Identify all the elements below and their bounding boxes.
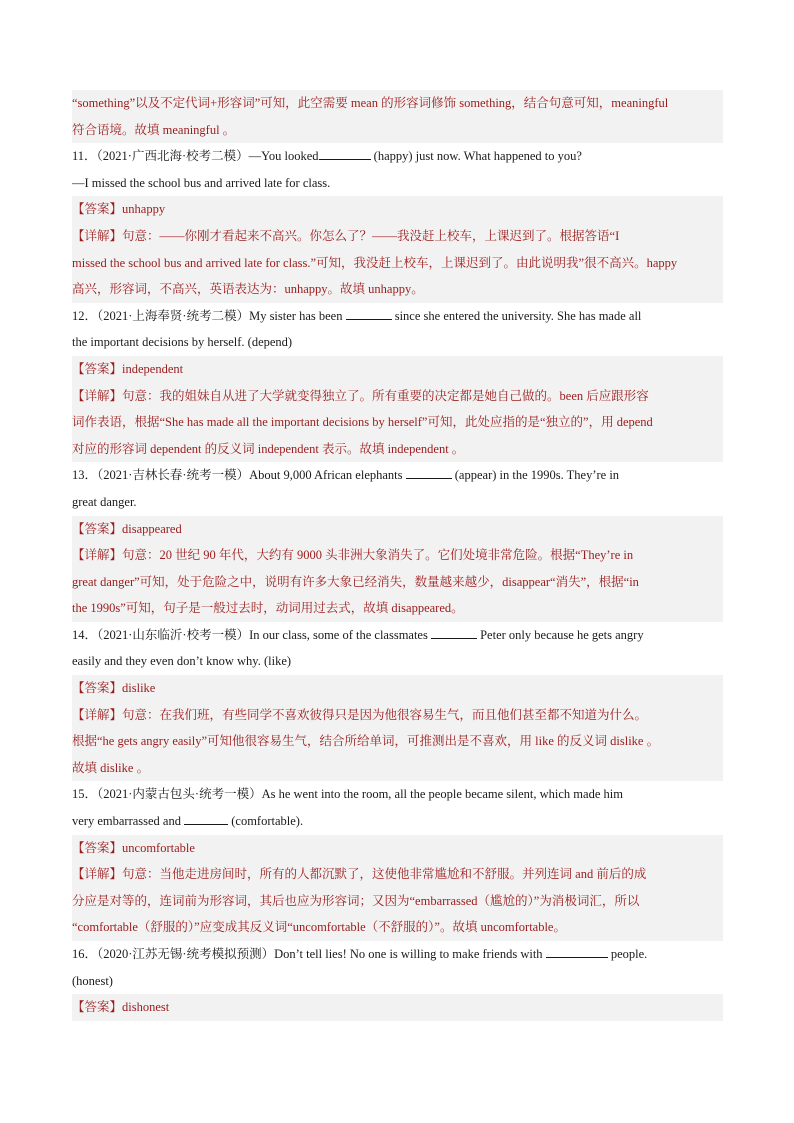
- question-text: (appear) in the 1990s. They’re in: [451, 468, 620, 483]
- question-line: [72, 143, 723, 170]
- explanation-text: 符合语境。故填 meaningful 。: [72, 122, 236, 137]
- explanation-line: [72, 117, 723, 144]
- explanation-line: [72, 436, 723, 463]
- question-line: [72, 968, 723, 995]
- question-text: easily and they even don’t know why. (like): [72, 654, 292, 669]
- question-text: since she entered the university. She has made all: [391, 308, 642, 323]
- explanation-text: missed the school bus and arrived late for class.”可知，我没赶上校车，上课迟到了。由此说明我”很不高兴。happy: [72, 255, 678, 270]
- answer-blank[interactable]: [319, 147, 371, 160]
- answer-tag: 【答案】: [72, 202, 123, 217]
- explanation-line: [72, 569, 723, 596]
- explanation-line: [72, 728, 723, 755]
- answer-blank[interactable]: [406, 466, 452, 479]
- explanation-line: [72, 90, 723, 117]
- answer-text: uncomfortable: [122, 840, 195, 855]
- explanation-text: 分应是对等的，连词前为形容词，其后也应为形容词；又因为“embarrassed（尴尬的）”为消极词汇，所以: [72, 893, 640, 908]
- explanation-text: 高兴，形容词，不高兴，英语表达为：unhappy。故填 unhappy。: [72, 282, 424, 297]
- explanation-text: “comfortable（舒服的）”应变成其反义词“uncomfortable（不舒服的）”。故填 uncomfortable。: [72, 920, 566, 935]
- answer-text: unhappy: [122, 202, 166, 217]
- question-text: 11．（2021·广西北海·校考二模）—You looked: [72, 149, 319, 164]
- explanation-text: 句意：——你刚才看起来不高兴。你怎么了？——我没赶上校车，上课迟到了。根据答语“I: [122, 228, 620, 243]
- explanation-text: great danger”可知，处于危险之中，说明有许多大象已经消失，数量越来越少，disappear“消失”，根据“in: [72, 574, 639, 589]
- question-text: people.: [607, 947, 648, 961]
- question-line: [72, 303, 723, 330]
- question-text: great danger.: [72, 494, 137, 509]
- question-line: [72, 170, 723, 197]
- question-text: (comfortable).: [228, 814, 304, 829]
- question-line: [72, 462, 723, 489]
- explanation-line: [72, 702, 723, 729]
- answer-blank[interactable]: [546, 945, 608, 958]
- question-text: the important decisions by herself. (depend): [72, 335, 293, 350]
- answer-line: [72, 835, 723, 862]
- question-text: 14．（2021·山东临沂·校考一模）In our class, some of the classmates: [72, 627, 431, 642]
- explanation-line: [72, 755, 723, 782]
- explanation-text: 句意：在我们班，有些同学不喜欢彼得只是因为他很容易生气，而且他们甚至都不知道为什么。: [122, 707, 648, 722]
- explanation-line: [72, 914, 723, 941]
- answer-tag: 【答案】: [72, 361, 123, 376]
- explanation-line: [72, 383, 723, 410]
- question-text: Peter only because he gets angry: [476, 627, 644, 642]
- explanation-text: 对应的形容词 dependent 的反义词 independent 表示。故填 independent 。: [72, 441, 465, 456]
- question-line: [72, 489, 723, 516]
- question-text: 16．（2020·江苏无锡·统考模拟预测）Don’t tell lies! No one is willing to make friends with: [72, 947, 546, 961]
- explanation-line: [72, 276, 723, 303]
- question-text: 12．（2021·上海奉贤·统考二模）My sister has been: [72, 308, 346, 323]
- answer-tag: 【答案】: [72, 1000, 123, 1015]
- question-line: [72, 329, 723, 356]
- answer-line: [72, 994, 723, 1021]
- answer-line: [72, 196, 723, 223]
- answer-blank[interactable]: [184, 812, 228, 825]
- explanation-text: 句意：我的姐妹自从进了大学就变得独立了。所有重要的决定都是她自己做的。been 后应跟形容: [122, 388, 649, 403]
- explanation-line: [72, 223, 723, 250]
- question-text: 13．（2021·吉林长春·统考一模）About 9,000 African elephants: [72, 468, 406, 483]
- explanation-text: 句意：20 世纪 90 年代，大约有 9000 头非洲大象消失了。它们处境非常危险。根据“They’re in: [122, 548, 634, 563]
- question-text: very embarrassed and: [72, 814, 185, 829]
- answer-line: [72, 675, 723, 702]
- explanation-line: [72, 861, 723, 888]
- question-line: [72, 648, 723, 675]
- question-text: (happy) just now. What happened to you?: [370, 149, 582, 164]
- explanation-text: 故填 dislike 。: [72, 760, 150, 775]
- question-line: [72, 941, 723, 968]
- answer-text: dislike: [122, 681, 156, 696]
- explanation-line: [72, 888, 723, 915]
- explanation-line: [72, 542, 723, 569]
- question-text: —I missed the school bus and arrived late for class.: [72, 175, 331, 190]
- explanation-text: 根据“he gets angry easily”可知他很容易生气，结合所给单词，可推测出是不喜欢，用 like 的反义词 dislike 。: [72, 734, 660, 749]
- answer-text: disappeared: [122, 521, 182, 536]
- answer-line: [72, 356, 723, 383]
- question-line: [72, 808, 723, 835]
- explanation-line: [72, 250, 723, 277]
- explanation-tag: 【详解】: [72, 548, 123, 563]
- explanation-text: the 1990s”可知，句子是一般过去时，动词用过去式，故填 disappeared。: [72, 601, 464, 616]
- explanation-tag: 【详解】: [72, 867, 123, 882]
- answer-text: dishonest: [122, 1000, 170, 1015]
- explanation-tag: 【详解】: [72, 228, 123, 243]
- answer-text: independent: [122, 361, 184, 376]
- question-text: 15．（2021·内蒙古包头·统考一模）As he went into the room, all the people became silent, which made him: [72, 787, 623, 802]
- answer-blank[interactable]: [346, 307, 392, 320]
- explanation-text: 句意：当他走进房间时，所有的人都沉默了，这使他非常尴尬和不舒服。并列连词 and 前后的成: [122, 867, 647, 882]
- answer-tag: 【答案】: [72, 521, 123, 536]
- explanation-line: [72, 595, 723, 622]
- explanation-text: “something”以及不定代词+形容词”可知，此空需要 mean 的形容词修饰 something，结合句意可知，meaningful: [72, 96, 669, 110]
- question-line: [72, 622, 723, 649]
- question-line: [72, 781, 723, 808]
- explanation-text: 词作表语，根据“She has made all the important decisions by herself”可知，此处应指的是“独立的”，用 depend: [72, 415, 653, 430]
- answer-tag: 【答案】: [72, 840, 123, 855]
- question-text: (honest): [72, 973, 113, 988]
- answer-blank[interactable]: [431, 626, 477, 639]
- explanation-tag: 【详解】: [72, 707, 123, 722]
- explanation-tag: 【详解】: [72, 388, 123, 403]
- answer-line: [72, 516, 723, 543]
- explanation-line: [72, 409, 723, 436]
- document-body: [72, 90, 723, 1021]
- answer-tag: 【答案】: [72, 681, 123, 696]
